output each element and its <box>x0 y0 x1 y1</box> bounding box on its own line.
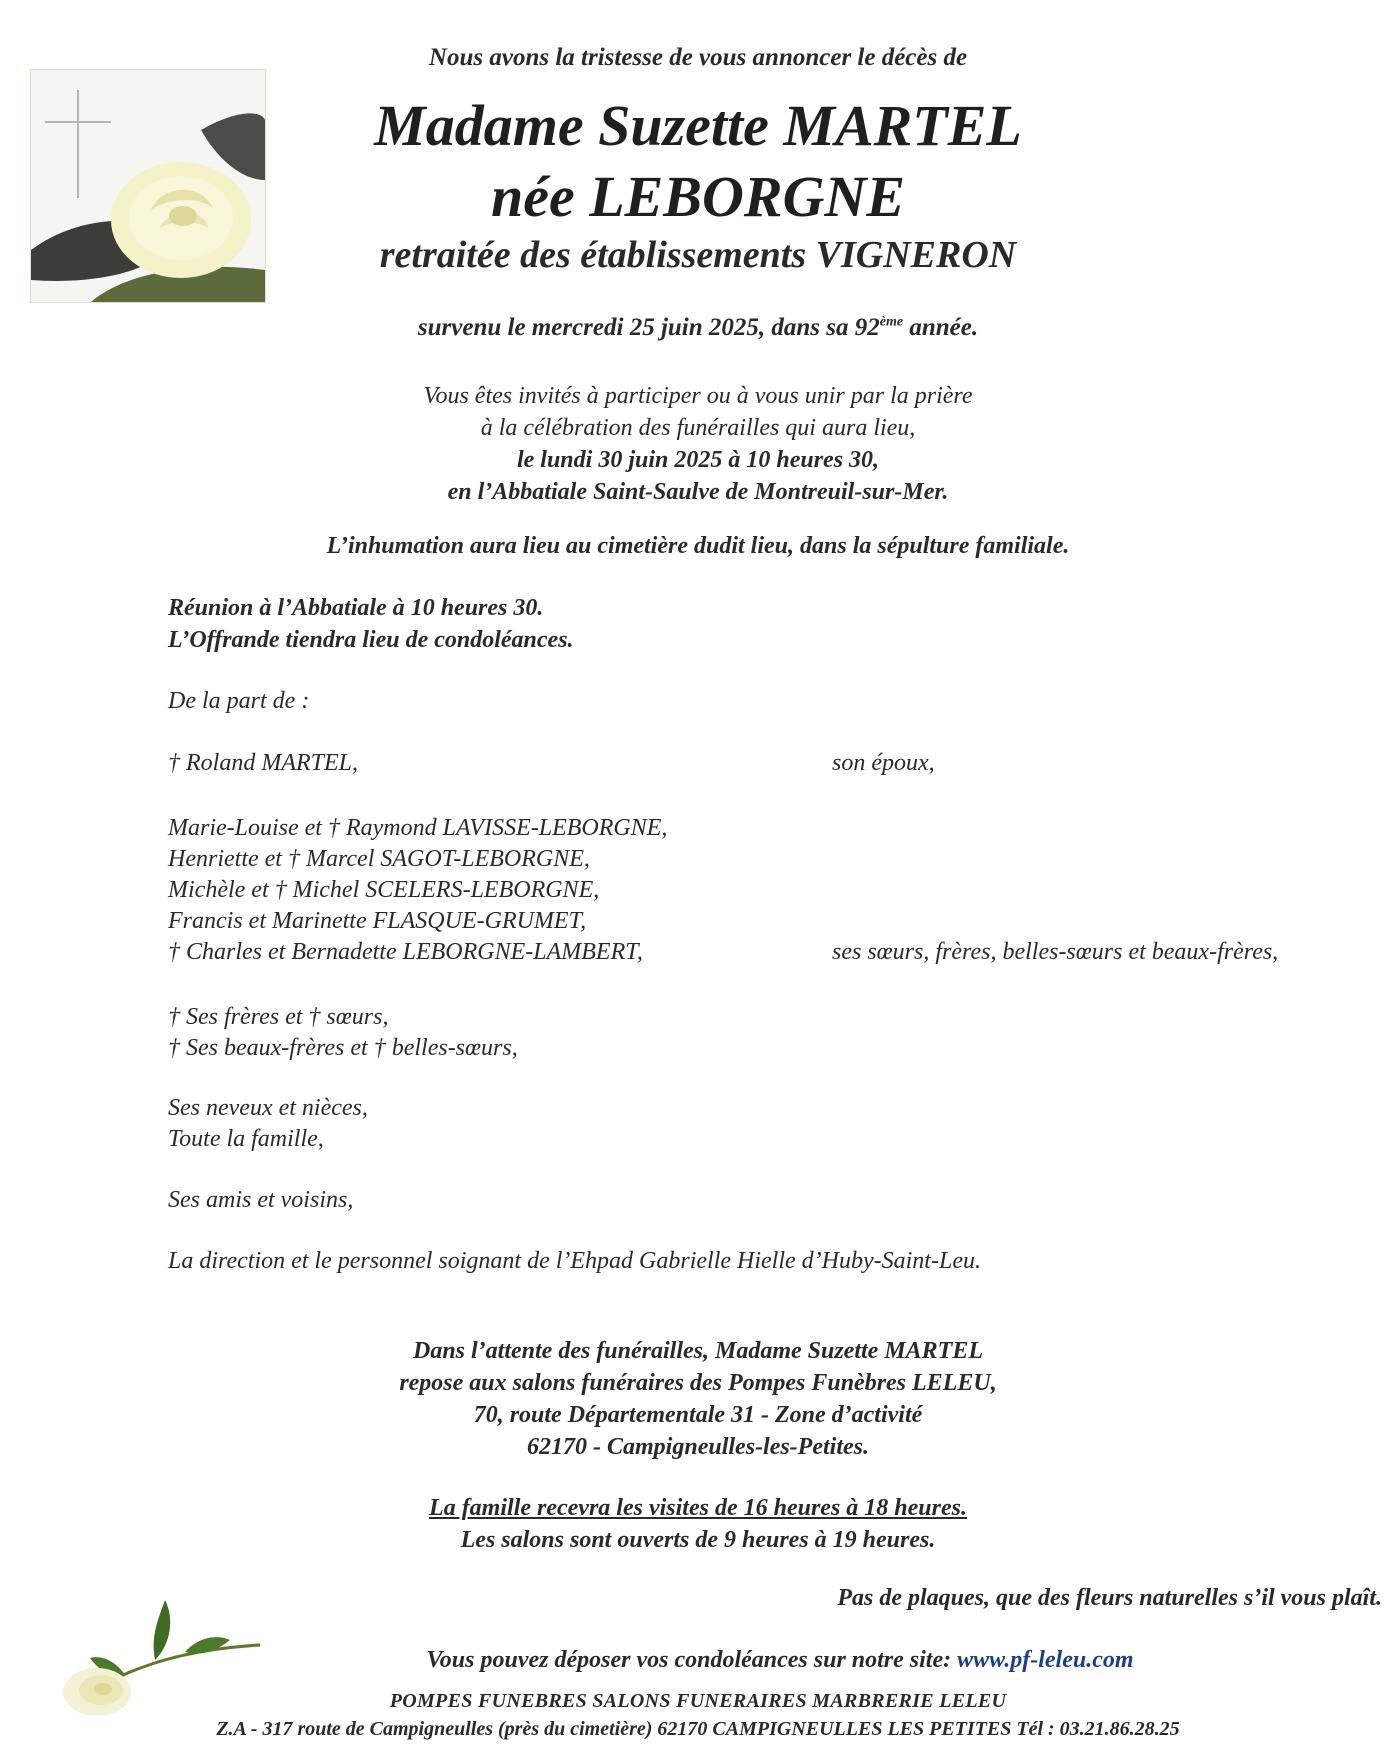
burial-notice: L’inhumation aura lieu au cimetière dudit lieu, dans la sépulture familiale. <box>326 533 1070 559</box>
visit-hours <box>0 1492 1396 1524</box>
mourner-line: Marie-Louise et † Raymond LAVISSE-LEBORGNE, <box>168 815 668 841</box>
deceased-occupation: retraitée des établissements VIGNERON <box>379 234 1017 276</box>
invitation-line-2: à la célébration des funérailles qui aura lieu, <box>480 415 916 441</box>
offering-note: L’Offrande tiendra lieu de condoléances. <box>168 627 574 653</box>
no-plaques-note: Pas de plaques, que des fleurs naturelles s’il vous plaît. <box>837 1585 1382 1611</box>
death-date <box>0 314 1396 342</box>
mourner-line: Ses amis et voisins, <box>168 1187 354 1213</box>
mourner-line: † Roland MARTEL, <box>168 750 358 776</box>
wake-address: 70, route Départementale 31 - Zone d’activité <box>473 1402 923 1428</box>
mourner-line: Henriette et † Marcel SAGOT-LEBORGNE, <box>168 846 590 872</box>
condolences-website-line <box>330 1647 1230 1674</box>
mourner-relation: son époux, <box>832 750 935 776</box>
invitation-line-1: Vous êtes invités à participer ou à vous unir par la prière <box>423 383 973 409</box>
wake-city: 62170 - Campigneulles-les-Petites. <box>527 1434 869 1460</box>
wake-line-1: Dans l’attente des funérailles, Madame Suzette MARTEL <box>412 1338 984 1364</box>
death-date-text: survenu le mercredi 25 juin 2025, dans sa 92 <box>417 314 880 341</box>
mourner-line: † Ses beaux-frères et † belles-sœurs, <box>168 1035 518 1061</box>
mourner-line: Toute la famille, <box>168 1126 324 1152</box>
death-date-end: année. <box>903 314 979 341</box>
company-name: POMPES FUNEBRES SALONS FUNERAIRES MARBRERIE LELEU <box>389 1690 1007 1712</box>
ordinal-suffix: ème <box>879 314 904 330</box>
deceased-name: Madame Suzette MARTEL <box>374 93 1022 158</box>
company-address: Z.A - 317 route de Campigneulles (près du cimetière) 62170 CAMPIGNEULLES LES PETITES Tél : 03.21.86.28.25 <box>216 1718 1180 1740</box>
maiden-name: née LEBORGNE <box>490 164 906 229</box>
salon-hours: Les salons sont ouverts de 9 heures à 19 heures. <box>460 1527 936 1553</box>
mourner-line: † Charles et Bernadette LEBORGNE-LAMBERT, <box>168 939 643 965</box>
mourner-line: Ses neveux et nièces, <box>168 1095 368 1121</box>
from-label: De la part de : <box>168 688 310 714</box>
announcement-intro: Nous avons la tristesse de vous annoncer le décès de <box>428 44 968 71</box>
visit-hours-text: La famille recevra les visites de 16 heures à 18 heures. <box>429 1495 967 1521</box>
funeral-location: en l’Abbatiale Saint-Saulve de Montreuil-sur-Mer. <box>447 479 949 505</box>
mourner-relation: ses sœurs, frères, belles-sœurs et beaux-frères, <box>832 939 1279 965</box>
funeral-date-time: le lundi 30 juin 2025 à 10 heures 30, <box>516 447 880 473</box>
website-link[interactable]: www.pf-leleu.com <box>957 1647 1134 1673</box>
mourner-line: La direction et le personnel soignant de l’Ehpad Gabrielle Hielle d’Huby-Saint-Leu. <box>168 1248 981 1274</box>
mourner-line: † Ses frères et † sœurs, <box>168 1004 389 1030</box>
wake-line-2: repose aux salons funéraires des Pompes Funèbres LELEU, <box>399 1370 997 1396</box>
mourner-line: Francis et Marinette FLASQUE-GRUMET, <box>168 908 587 934</box>
meeting-note: Réunion à l’Abbatiale à 10 heures 30. <box>168 595 544 621</box>
website-text: Vous pouvez déposer vos condoléances sur notre site: <box>426 1647 958 1673</box>
mourner-line: Michèle et † Michel SCELERS-LEBORGNE, <box>168 877 600 903</box>
